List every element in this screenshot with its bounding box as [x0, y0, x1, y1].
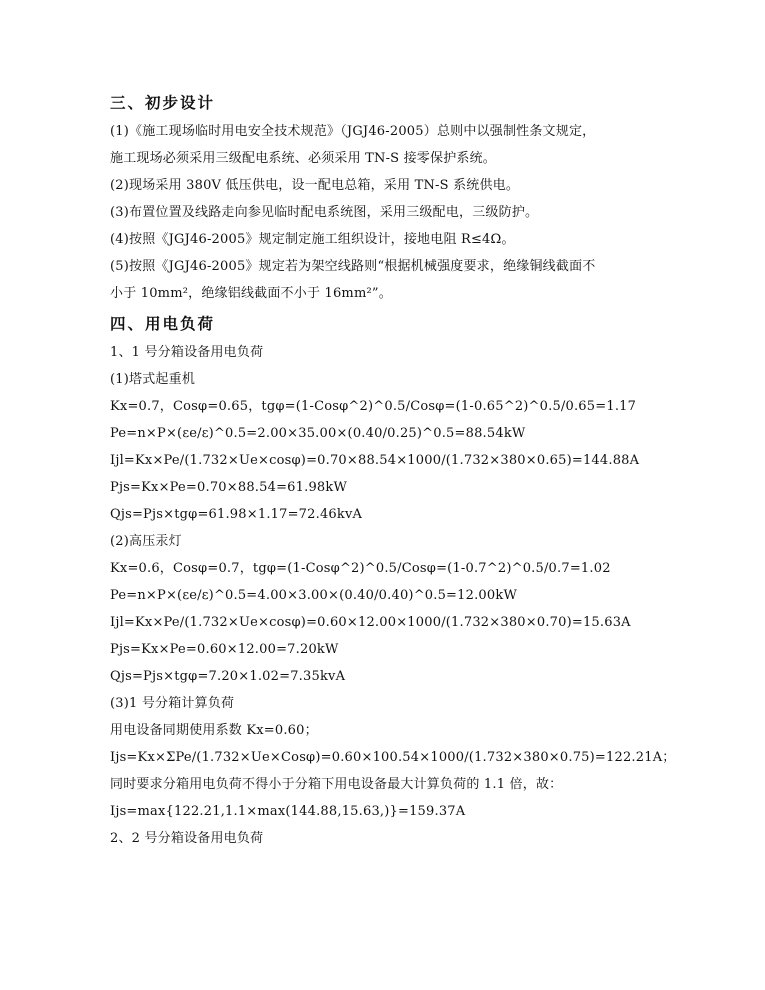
subsection-title: 1、1 号分箱设备用电负荷: [110, 345, 264, 360]
paragraph-line: 用电设备同期使用系数 Kx=0.60；: [110, 723, 318, 738]
document-page: [110, 88, 676, 852]
paragraph-line: 同时要求分箱用电负荷不得小于分箱下用电设备最大计算负荷的 1.1 倍，故：: [110, 777, 563, 792]
formula-line: Ijs=Kx×ΣPe/(1.732×Ue×Cosφ)=0.60×100.54×1000/(1.732×380×0.75)=122.21A；: [110, 750, 676, 765]
paragraph-line: (3)布置位置及线路走向参见临时配电系统图，采用三级配电，三级防护。: [110, 205, 539, 220]
paragraph-line: 施工现场必须采用三级配电系统、必须采用 TN-S 接零保护系统。: [110, 151, 497, 166]
paragraph-line: 小于 10mm²，绝缘铝线截面不小于 16mm²”。: [110, 286, 392, 301]
paragraph-line: (5)按照《JGJ46-2005》规定若为架空线路则“根据机械强度要求，绝缘铜线截面不: [110, 259, 596, 274]
formula-line: Pjs=Kx×Pe=0.70×88.54=61.98kW: [110, 480, 348, 495]
formula-line: Kx=0.7，Cosφ=0.65，tgφ=(1-Cosφ^2)^0.5/Cosφ=(1-0.65^2)^0.5/0.65=1.17: [110, 399, 637, 414]
equipment-title: (2)高压汞灯: [110, 534, 182, 549]
section-heading-preliminary-design: 三、初步设计: [110, 94, 216, 112]
paragraph-line: (4)按照《JGJ46-2005》规定制定施工组织设计，接地电阻 R≤4Ω。: [110, 232, 515, 247]
formula-line: Ijl=Kx×Pe/(1.732×Ue×cosφ)=0.70×88.54×1000/(1.732×380×0.65)=144.88A: [110, 453, 640, 468]
equipment-title: (1)塔式起重机: [110, 372, 196, 387]
formula-line: Kx=0.6，Cosφ=0.7，tgφ=(1-Cosφ^2)^0.5/Cosφ=(1-0.7^2)^0.5/0.7=1.02: [110, 561, 611, 576]
formula-line: Qjs=Pjs×tgφ=7.20×1.02=7.35kvA: [110, 669, 346, 684]
equipment-title: (3)1 号分箱计算负荷: [110, 696, 235, 711]
formula-line: Pe=n×P×(εe/ε)^0.5=2.00×35.00×(0.40/0.25)^0.5=88.54kW: [110, 426, 526, 441]
section-heading-power-load: 四、用电负荷: [110, 315, 216, 333]
formula-line: Pjs=Kx×Pe=0.60×12.00=7.20kW: [110, 642, 339, 657]
formula-line: Ijl=Kx×Pe/(1.732×Ue×cosφ)=0.60×12.00×1000/(1.732×380×0.70)=15.63A: [110, 615, 631, 630]
formula-line: Pe=n×P×(εe/ε)^0.5=4.00×3.00×(0.40/0.40)^0.5=12.00kW: [110, 588, 518, 603]
subsection-title: 2、2 号分箱设备用电负荷: [110, 831, 264, 846]
formula-line: Qjs=Pjs×tgφ=61.98×1.17=72.46kvA: [110, 507, 363, 522]
paragraph-line: (2)现场采用 380V 低压供电，设一配电总箱，采用 TN-S 系统供电。: [110, 178, 520, 193]
formula-line: Ijs=max{122.21,1.1×max(144.88,15.63,)}=159.37A: [110, 804, 466, 819]
paragraph-line: (1)《施工现场临时用电安全技术规范》（JGJ46-2005）总则中以强制性条文规定，: [110, 124, 596, 139]
